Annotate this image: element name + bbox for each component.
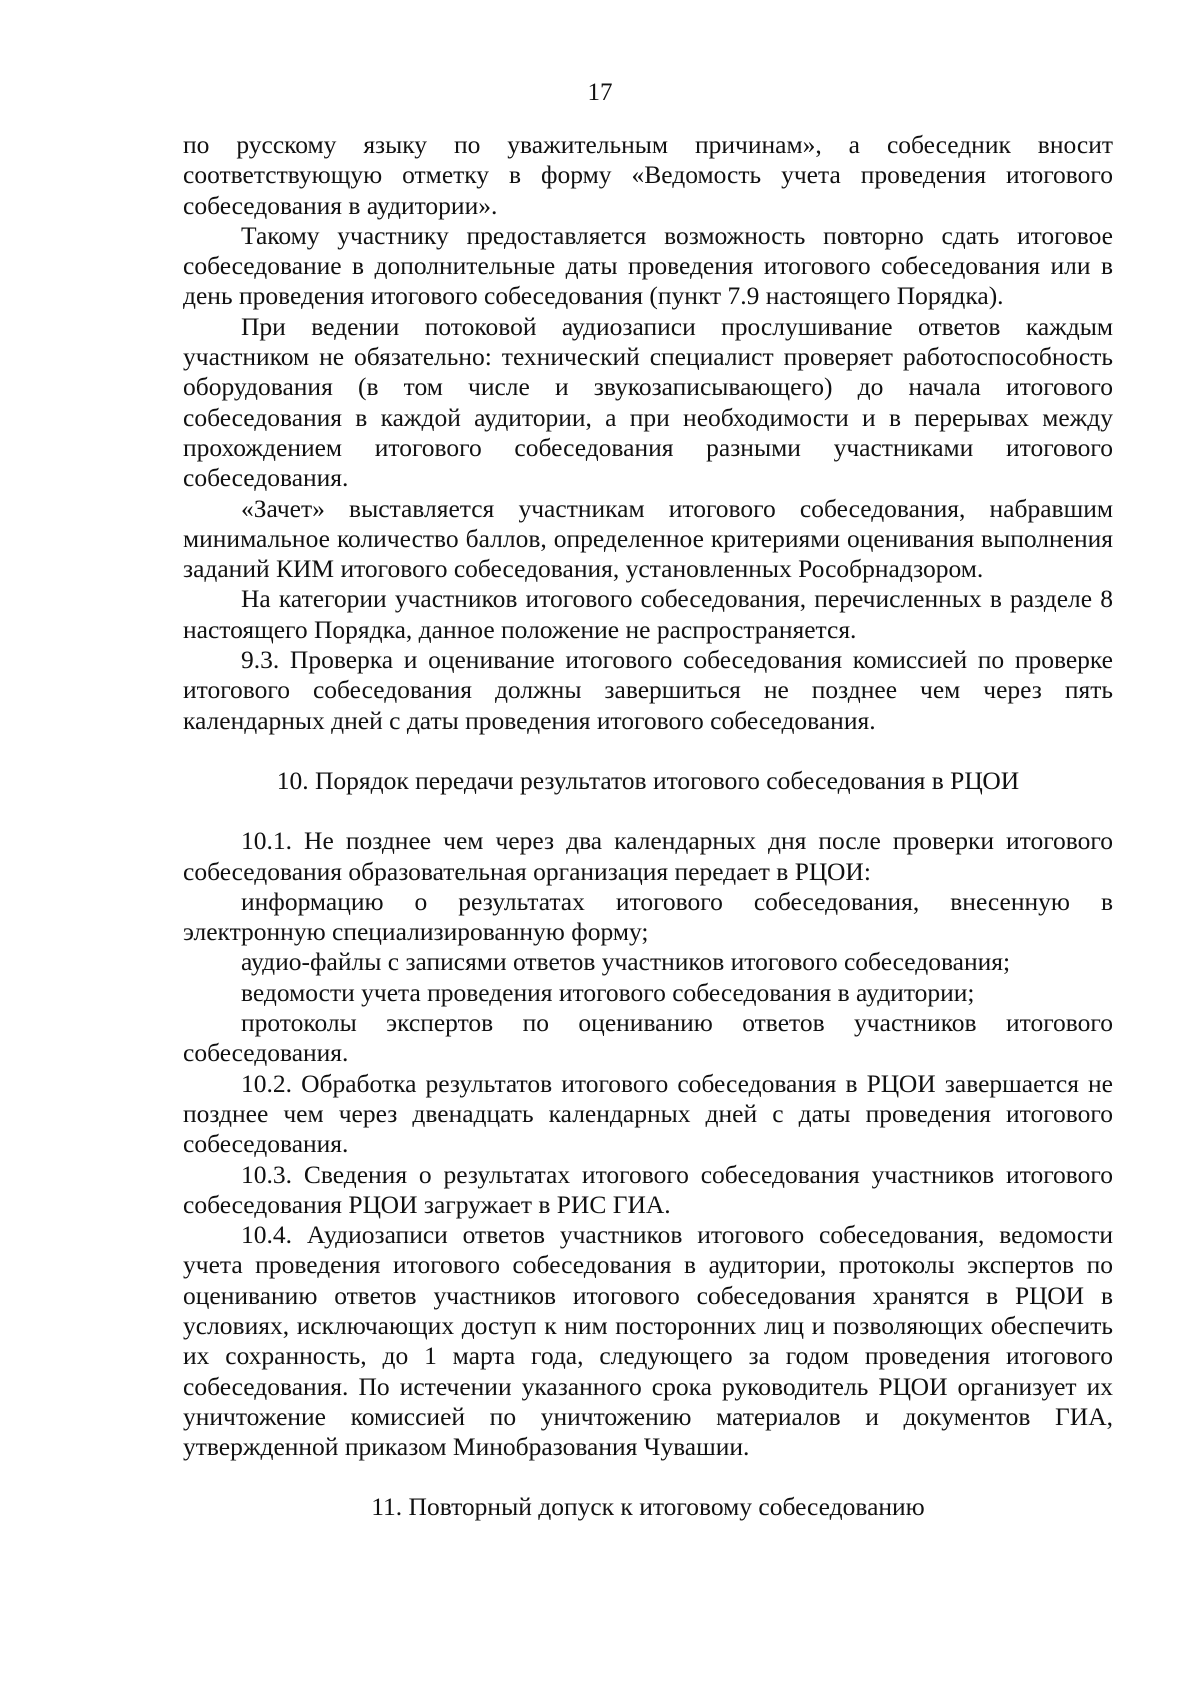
paragraph-audio-recording: При ведении потоковой аудиозаписи прослушивание ответов каждым участником не обязательно: технический специалист проверяет работоспособность оборудования (в том числе и звукозаписывающего) до начала итогового собеседования в каждой аудитории, а при необходимости и в перерывах между прохождением итогового собеседования разными участниками итогового собеседования.	[183, 311, 1113, 493]
section-heading-11: 11. Повторный допуск к итоговому собеседованию	[371, 1492, 925, 1522]
paragraph-10-2: 10.2. Обработка результатов итогового собеседования в РЦОИ завершается не позднее чем через двенадцать календарных дней с даты проведения итогового собеседования.	[183, 1068, 1113, 1159]
page-number: 17	[587, 79, 613, 106]
section-heading-10: 10. Порядок передачи результатов итогового собеседования в РЦОИ	[276, 765, 1020, 795]
list-item-results-info: информацию о результатах итогового собеседования, внесенную в электронную специализированную форму;	[183, 886, 1113, 947]
paragraph-categories-exception: На категории участников итогового собеседования, перечисленных в разделе 8 настоящего Порядка, данное положение не распространяется.	[183, 584, 1113, 644]
paragraph-9-3: 9.3. Проверка и оценивание итогового собеседования комиссией по проверке итогового собеседования должны завершиться не позднее чем через пять календарных дней с даты проведения итогового собеседования.	[183, 645, 1113, 735]
paragraph-retake-opportunity: Такому участнику предоставляется возможность повторно сдать итоговое собеседование в дополнительные даты проведения итогового собеседования или в день проведения итогового собеседования (пункт 7.9 настоящего Порядка).	[183, 220, 1113, 311]
paragraph-10-4: 10.4. Аудиозаписи ответов участников итогового собеседования, ведомости учета проведения итогового собеседования в аудитории, протоколы экспертов по оцениванию ответов участников итогового собеседования хранятся в РЦОИ в условиях, исключающих доступ к ним посторонних лиц и позволяющих обеспечить их сохранность, до 1 марта года, следующего за годом проведения итогового собеседования. По истечении указанного срока руководитель РЦОИ организует их уничтожение комиссией по уничтожению материалов и документов ГИА, утвержденной приказом Минобразования Чувашии.	[183, 1220, 1113, 1462]
list-item-statements: ведомости учета проведения итогового собеседования в аудитории;	[241, 977, 975, 1007]
document-body	[183, 130, 1113, 1523]
paragraph-10-1: 10.1. Не позднее чем через два календарных дня после проверки итогового собеседования образовательная организация передает в РЦОИ:	[183, 826, 1113, 886]
paragraph-continuation: по русскому языку по уважительным причинам», а собеседник вносит соответствующую отметку в форму «Ведомость учета проведения итогового собеседования в аудитории».	[183, 130, 1113, 220]
list-item-audio-files: аудио-файлы с записями ответов участников итогового собеседования;	[241, 947, 1011, 977]
paragraph-10-3: 10.3. Сведения о результатах итогового собеседования участников итогового собеседования РЦОИ загружает в РИС ГИА.	[183, 1159, 1113, 1219]
list-item-expert-protocols: протоколы экспертов по оцениванию ответов участников итогового собеседования.	[183, 1008, 1113, 1068]
paragraph-pass-criteria: «Зачет» выставляется участникам итогового собеседования, набравшим минимальное количество баллов, определенное критериями оценивания выполнения заданий КИМ итогового собеседования, установленных Рособрнадзором.	[183, 493, 1113, 584]
